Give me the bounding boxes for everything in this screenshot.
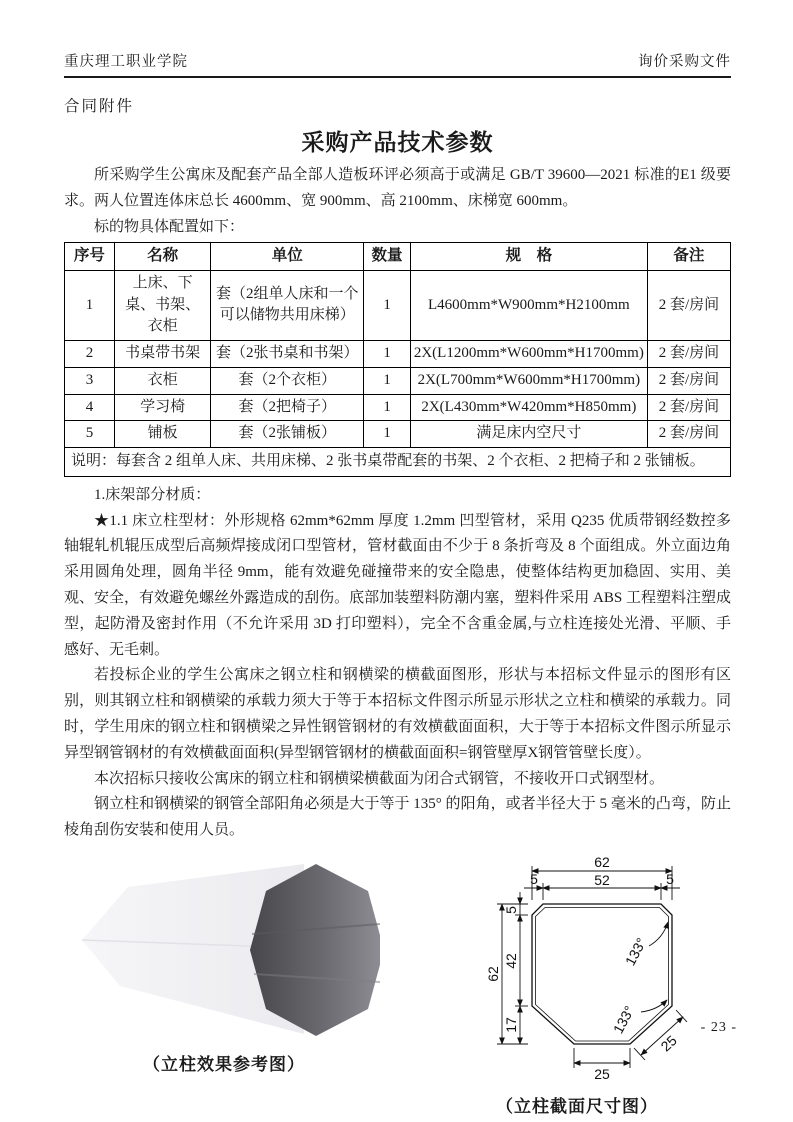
dim-left-mid: 42	[503, 953, 519, 969]
cell-name: 铺板	[114, 421, 210, 448]
cell-unit: 套（2张书桌和书架）	[211, 341, 364, 368]
col-header-remark: 备注	[647, 243, 730, 270]
page-title: 采购产品技术参数	[301, 129, 494, 155]
dim-corner-chamfer: 25	[657, 1032, 680, 1055]
paragraph-angle-rule: 钢立柱和钢横梁的钢管全部阳角必须是大于等于 135° 的阳角，或者半径大于 5 毫米的凸弯，防止棱角刮伤安装和使用人员。	[64, 796, 731, 839]
dim-left-top: 5	[503, 906, 519, 914]
cell-spec: 满足床内空尺寸	[410, 421, 647, 448]
table-row	[65, 270, 731, 340]
spec-table	[64, 242, 731, 476]
section-heading-materials: 1.床架部分材质：	[94, 486, 211, 503]
dim-top-overall: 62	[594, 854, 610, 871]
cell-unit: 套（2个衣柜）	[211, 367, 364, 394]
cell-unit: 套（2把椅子）	[211, 394, 364, 421]
dim-left-overall: 62	[485, 966, 501, 982]
cell-qty: 1	[364, 421, 411, 448]
cell-name: 上床、下桌、书架、衣柜	[114, 270, 210, 340]
diagram-caption: （立柱截面尺寸图）	[496, 1097, 658, 1117]
cell-unit: 套（2组单人床和一个可以储物共用床梯）	[211, 270, 364, 340]
paragraph-cross-section-rule: 若投标企业的学生公寓床之钢立柱和钢横梁的横截面图形，形状与本招标文件显示的图形有区别，则其钢立柱和钢横梁的承载力须大于等于本招标文件图示所显示形状之立柱和横梁的承载力。同时，学生用床的钢立柱和钢横梁之异性钢管钢材的有效横截面面积，大于等于本招标文件图示所显示异型钢管钢材的有效横截面面积(异型钢管钢材的横截面面积=钢管壁厚X钢管管壁长度）。	[64, 667, 731, 761]
dim-top-flat: 52	[594, 872, 610, 889]
cell-spec: 2X(L430mm*W420mm*H850mm)	[410, 394, 647, 421]
cell-qty: 1	[364, 270, 411, 340]
cell-index: 3	[65, 367, 115, 394]
dim-top-left-chamfer: 5	[530, 871, 538, 888]
cell-spec: L4600mm*W900mm*H2100mm	[410, 270, 647, 340]
figure-cross-section	[427, 854, 727, 1117]
cell-name: 书桌带书架	[114, 341, 210, 368]
cell-remark: 2 套/房间	[647, 394, 730, 421]
cell-spec: 2X(L1200mm*W600mm*H1700mm)	[410, 341, 647, 368]
dim-bottom-flat: 25	[594, 1066, 610, 1083]
paragraph-column-profile: ★1.1 床立柱型材：外形规格 62mm*62mm 厚度 1.2mm 凹型管材，采用 Q235 优质带钢经数控多轴辊轧机辊压成型后高频焊接成闭口型管材，管材截面由不少于 8 条折弯及 8 个面组成。外立面边角采用圆角处理，圆角半径 9mm，能有效避免碰撞带来的安全隐患，使整体结构更加稳固、实用、美观、安全，有效避免螺丝外露造成的刮伤。底部加装塑料防潮内塞，塑料件采用 ABS 工程塑料注塑成型，起防滑及密封作用（不允许采用 3D 打印塑料），完全不含重金属,与立柱连接处光滑、平顺、手感好、无毛刺。	[64, 512, 731, 658]
paragraph-closed-tube-rule: 本次招标只接收公寓床的钢立柱和钢横梁横截面为闭合式钢管，不接收开口式钢型材。	[94, 770, 665, 787]
table-note-row	[65, 448, 731, 477]
table-row	[65, 367, 731, 394]
cell-index: 1	[65, 270, 115, 340]
cell-index: 2	[65, 341, 115, 368]
cell-qty: 1	[364, 341, 411, 368]
cell-spec: 2X(L700mm*W600mm*H1700mm)	[410, 367, 647, 394]
header-org-name: 重庆理工职业学院	[64, 54, 188, 70]
table-row	[65, 421, 731, 448]
cell-name: 学习椅	[114, 394, 210, 421]
cell-remark: 2 套/房间	[647, 367, 730, 394]
table-row	[65, 394, 731, 421]
table-row	[65, 341, 731, 368]
table-header-row	[65, 243, 731, 270]
cell-remark: 2 套/房间	[647, 421, 730, 448]
header-doc-type: 询价采购文件	[638, 54, 731, 70]
config-line: 标的物具体配置如下：	[94, 218, 245, 235]
col-header-spec: 规 格	[410, 243, 647, 270]
table-note: 说明：每套含 2 组单人床、共用床梯、2 张书桌带配套的书架、2 个衣柜、2 把椅子和 2 张铺板。	[65, 448, 731, 477]
document-header	[64, 50, 731, 78]
cell-index: 5	[65, 421, 115, 448]
cell-remark: 2 套/房间	[647, 270, 730, 340]
page-number: - 23 -	[700, 1020, 737, 1035]
col-header-qty: 数量	[364, 243, 411, 270]
dim-angle-2: 133°	[609, 1003, 638, 1037]
cell-qty: 1	[364, 367, 411, 394]
col-header-name: 名称	[114, 243, 210, 270]
col-header-index: 序号	[65, 243, 115, 270]
attachment-label: 合同附件	[64, 98, 135, 115]
cell-remark: 2 套/房间	[647, 341, 730, 368]
cell-unit: 套（2张铺板）	[211, 421, 364, 448]
dim-angle-1: 133°	[621, 935, 650, 969]
cross-section-drawing	[427, 854, 727, 1086]
cell-qty: 1	[364, 394, 411, 421]
column-photo-image	[68, 854, 380, 1040]
dim-top-right-chamfer: 5	[666, 871, 674, 888]
figure-column-photo	[68, 854, 380, 1075]
cell-name: 衣柜	[114, 367, 210, 394]
dim-left-bottom: 17	[503, 1017, 519, 1033]
intro-paragraph: 所采购学生公寓床及配套产品全部人造板环评必须高于或满足 GB/T 39600—2021 标准的E1 级要求。两人位置连体床总长 4600mm、宽 900mm、高 2100mm、床梯宽 600mm。	[64, 167, 731, 209]
photo-caption: （立柱效果参考图）	[143, 1055, 305, 1075]
cell-index: 4	[65, 394, 115, 421]
col-header-unit: 单位	[211, 243, 364, 270]
